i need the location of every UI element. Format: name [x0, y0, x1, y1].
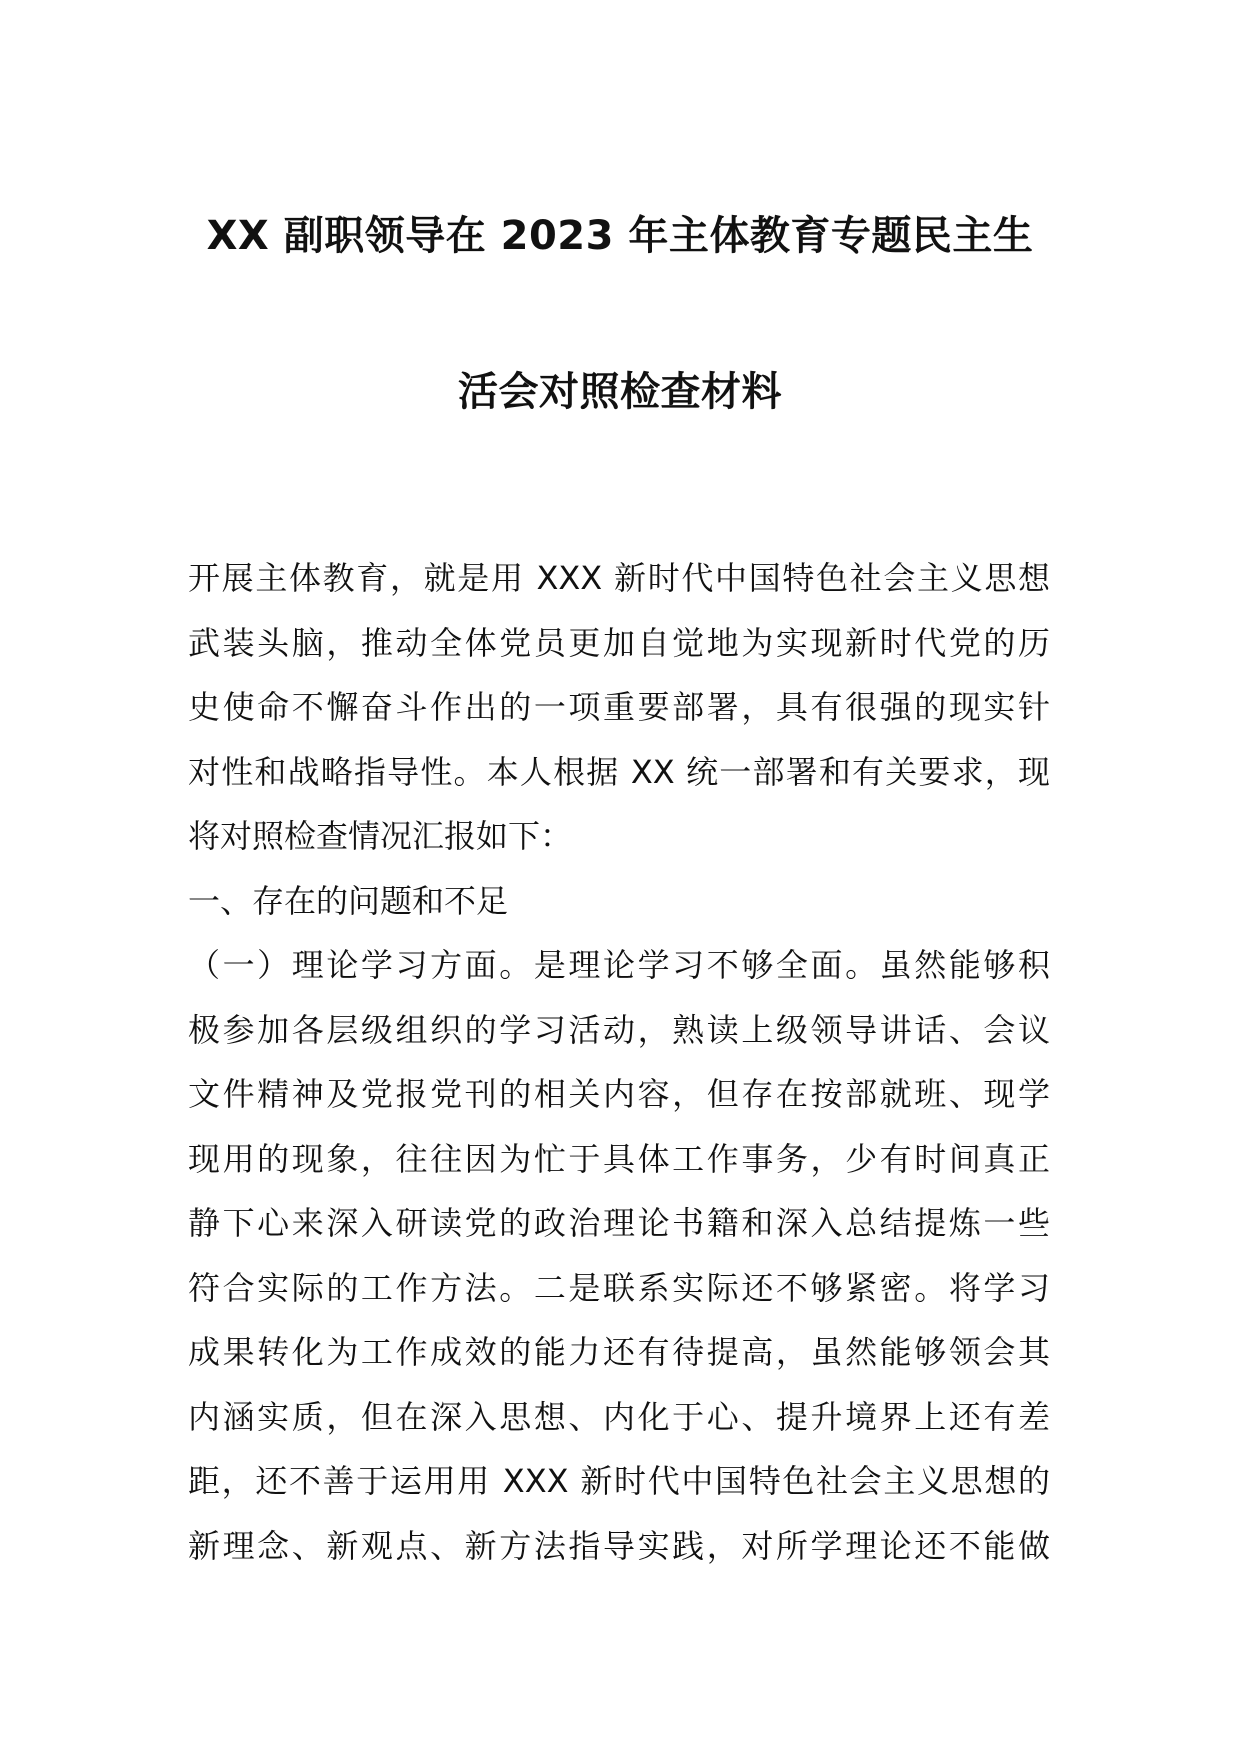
body-line: 文件精神及党报党刊的相关内容，但存在按部就班、现学	[188, 1075, 1050, 1113]
document-title-line-2: 活会对照检查材料	[458, 369, 782, 415]
body-line: 符合实际的工作方法。二是联系实际还不够紧密。将学习	[188, 1268, 1050, 1307]
body-line: 对性和战略指导性。本人根据 XX 统一部署和有关要求，现	[188, 752, 1050, 791]
body-line: 新理念、新观点、新方法指导实践，对所学理论还不能做	[188, 1526, 1050, 1565]
body-line: 现用的现象，往往因为忙于具体工作事务，少有时间真正	[188, 1139, 1050, 1178]
body-line: 内涵实质，但在深入思想、内化于心、提升境界上还有差	[188, 1397, 1050, 1436]
document-body	[188, 546, 1050, 1578]
document-title-line-1: XX 副职领导在 2023 年主体教育专题民主生	[206, 213, 1034, 259]
body-line: 距，还不善于运用用 XXX 新时代中国特色社会主义思想的	[188, 1462, 1050, 1500]
body-line: （一）理论学习方面。是理论学习不够全面。虽然能够积	[188, 946, 1050, 984]
body-line: 开展主体教育，就是用 XXX 新时代中国特色社会主义思想	[188, 559, 1050, 597]
body-line: 史使命不懈奋斗作出的一项重要部署，具有很强的现实针	[188, 688, 1050, 726]
section-heading: 一、存在的问题和不足	[188, 881, 509, 920]
body-line: 极参加各层级组织的学习活动，熟读上级领导讲话、会议	[188, 1010, 1050, 1049]
body-line: 武装头脑，推动全体党员更加自觉地为实现新时代党的历	[188, 623, 1050, 662]
body-line: 成果转化为工作成效的能力还有待提高，虽然能够领会其	[188, 1333, 1050, 1371]
body-line: 将对照检查情况汇报如下：	[188, 817, 573, 855]
body-line: 静下心来深入研读党的政治理论书籍和深入总结提炼一些	[188, 1204, 1050, 1242]
